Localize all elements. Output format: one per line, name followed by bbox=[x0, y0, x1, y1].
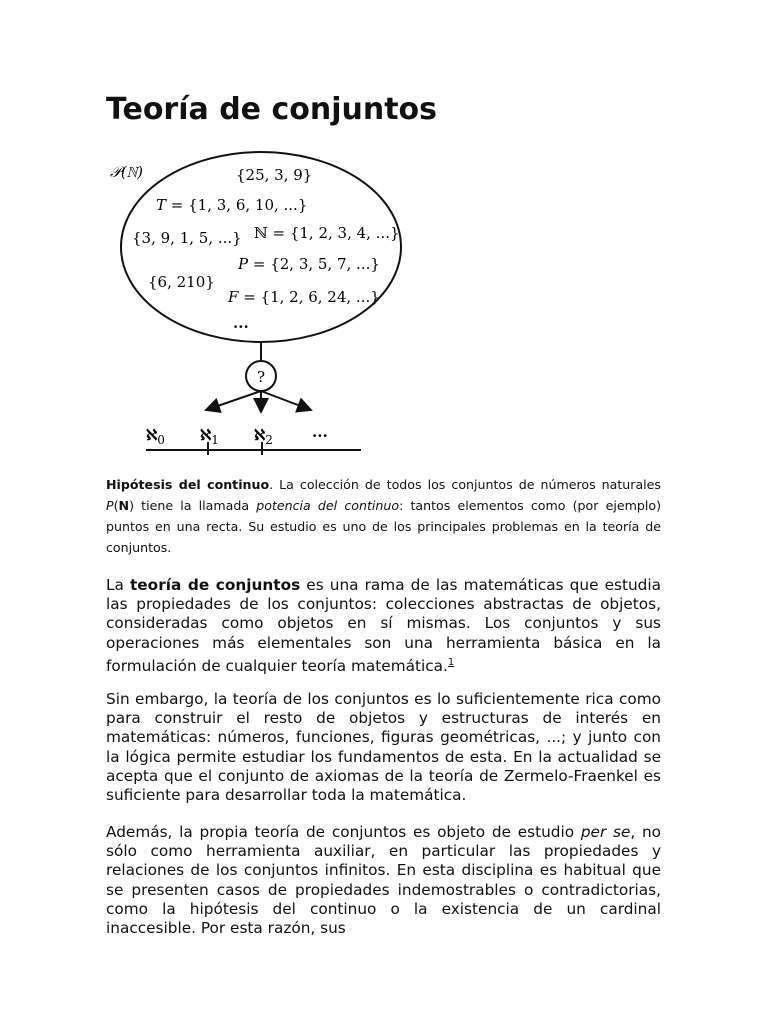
paragraph-3-italic: per se bbox=[580, 823, 631, 841]
power-set-label: 𝒫(ℕ) bbox=[110, 163, 144, 181]
set-25-3-9: {25, 3, 9} bbox=[236, 166, 313, 184]
caption-bold: Hipótesis del continuo bbox=[106, 477, 270, 492]
arrow-right bbox=[261, 391, 311, 410]
paragraph-3: Además, la propia teoría de conjuntos es objeto de estudio per se, no sólo como herramienta auxiliar, en particular las propiedades y relaciones de los conjuntos infinitos. En esta disciplina es habitual que se presenten casos de propiedades indemostrables o contradictorias, como la hipótesis del continuo o la existencia de un cardinal inaccesible. Por esta razón, sus bbox=[106, 823, 661, 938]
paragraph-1-bold: teoría de conjuntos bbox=[130, 576, 301, 594]
aleph-ellipsis: ... bbox=[312, 423, 328, 441]
caption-italic: potencia del continuo bbox=[256, 498, 400, 513]
footnote-link[interactable]: 1 bbox=[447, 656, 455, 668]
question-mark: ? bbox=[256, 368, 266, 386]
set-t: T = {1, 3, 6, 10, ...} bbox=[156, 196, 308, 214]
set-f: F = {1, 2, 6, 24, ...} bbox=[228, 288, 380, 306]
paragraph-1: La teoría de conjuntos es una rama de las matemáticas que estudia las propiedades de los conjuntos: colecciones abstractas de objetos, consideradas como objetos en sí mismas. Los conjuntos y sus operaciones más elementales son una herramienta básica en la formulación de cualquier teoría matemática.$^1$ bbox=[106, 576, 661, 675]
paragraph-2: Sin embargo, la teoría de los conjuntos es lo suficientemente rica como para construir el resto de objetos y estructuras de interés en matemáticas: números, funciones, figuras geométricas, ...; y junto con la lógica permite estudiar los fundamentos de esta. En la actualidad se acepta que el conjunto de axiomas de la teoría de Zermelo-Fraenkel es suficiente para desarrollar toda la matemática. bbox=[106, 690, 661, 805]
aleph-2: ℵ$_2$ bbox=[254, 426, 273, 447]
arrow-left bbox=[206, 391, 261, 410]
set-3-9-1-5: {3, 9, 1, 5, ...} bbox=[132, 229, 242, 247]
set-6-210: {6, 210} bbox=[148, 273, 215, 291]
page-title: Teoría de conjuntos bbox=[106, 92, 438, 127]
aleph-0: ℵ$_0$ bbox=[146, 426, 165, 447]
figure-caption: Hipótesis del continuo. La colección de todos los conjuntos de números naturales P(N) tiene la llamada potencia del continuo: tantos elementos como (por ejemplo) puntos en una recta. Su estudio es uno de los principales problemas en la teoría de conjuntos. bbox=[106, 477, 661, 555]
aleph-1: ℵ$_1$ bbox=[200, 426, 219, 447]
more-sets-ellipsis: ... bbox=[233, 314, 249, 332]
set-naturals: ℕ = {1, 2, 3, 4, ...} bbox=[254, 224, 400, 242]
power-set-diagram bbox=[106, 150, 406, 460]
set-p: P = {2, 3, 5, 7, ...} bbox=[238, 255, 380, 273]
